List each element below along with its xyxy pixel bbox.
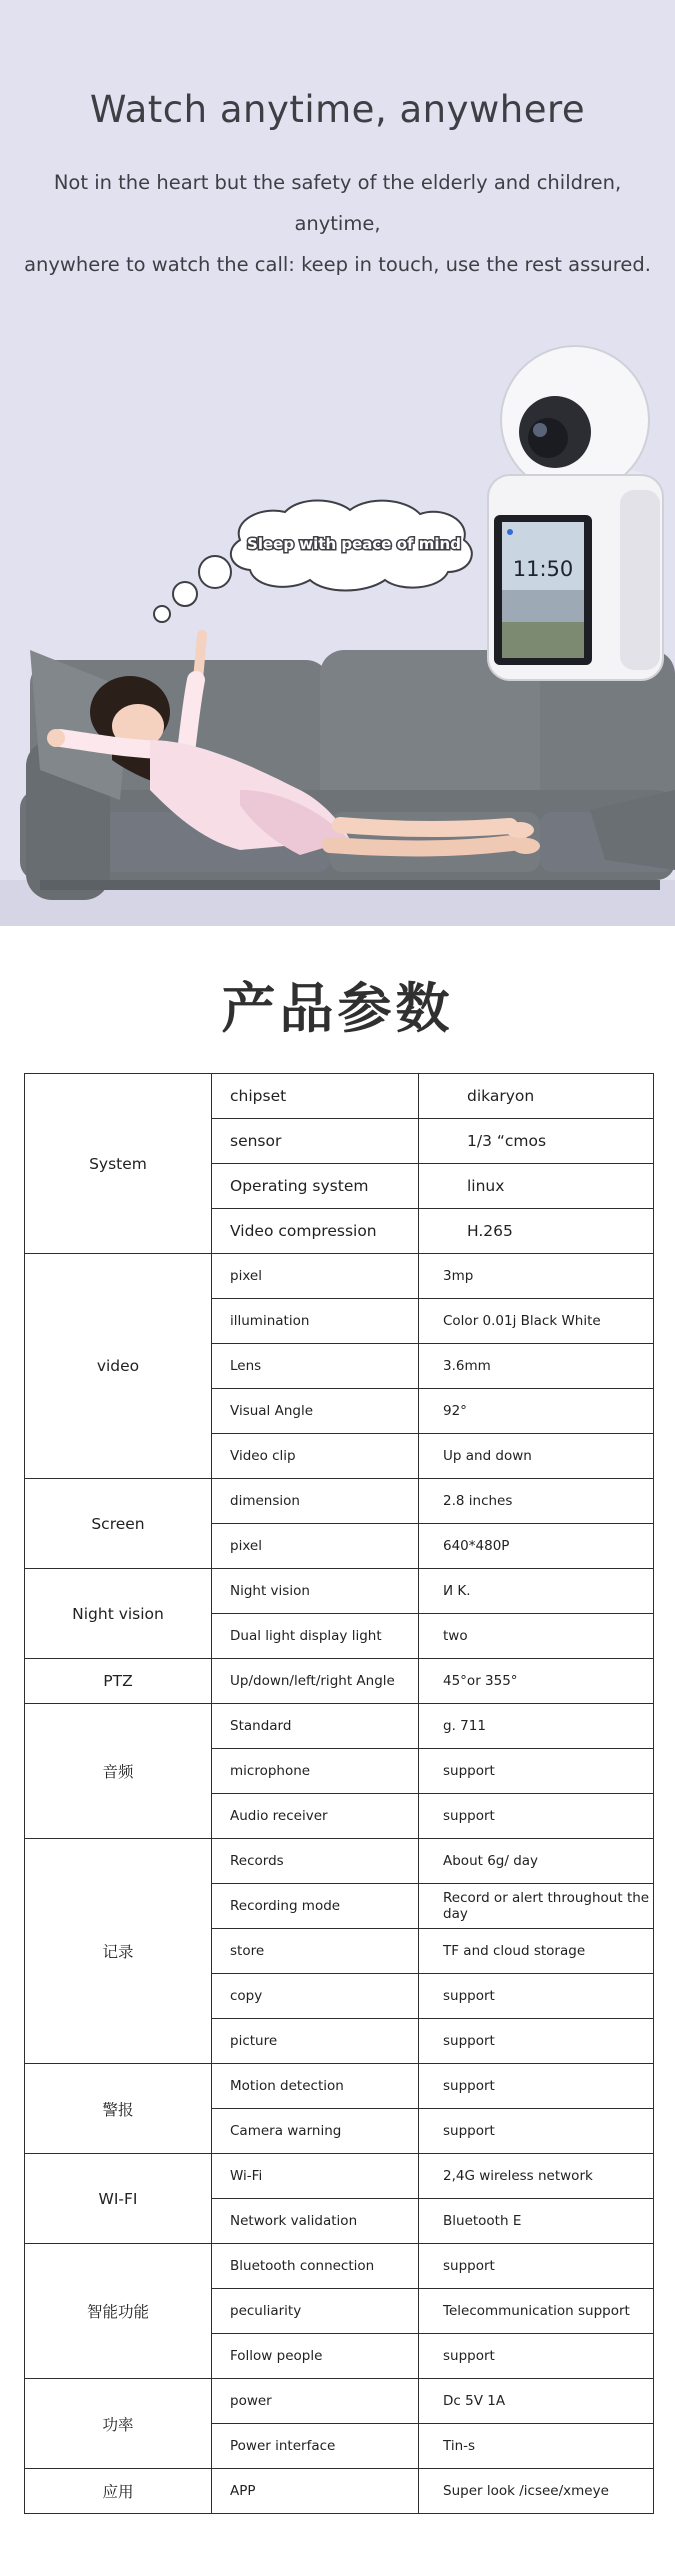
spec-row [25, 1254, 654, 1299]
spec-value: Up and down [419, 1434, 654, 1479]
spec-group-label: System [25, 1074, 212, 1254]
spec-key: copy [212, 1974, 419, 2019]
spec-value: linux [419, 1164, 654, 1209]
spec-value: support [419, 2334, 654, 2379]
spec-value: Dc 5V 1A [419, 2379, 654, 2424]
spec-value: 2,4G wireless network [419, 2154, 654, 2199]
spec-group-label: video [25, 1254, 212, 1479]
spec-value: support [419, 2109, 654, 2154]
spec-key: peculiarity [212, 2289, 419, 2334]
spec-key: picture [212, 2019, 419, 2064]
spec-value: 2.8 inches [419, 1479, 654, 1524]
spec-key: APP [212, 2469, 419, 2514]
spec-value: 640*480P [419, 1524, 654, 1569]
spec-group-label: 应用 [25, 2469, 212, 2514]
spec-key: power [212, 2379, 419, 2424]
hero-subtitle-line-1: Not in the heart but the safety of the elderly and children, anytime, [53, 171, 622, 235]
spec-key: pixel [212, 1254, 419, 1299]
spec-value: support [419, 2244, 654, 2289]
spec-table-body [25, 1074, 654, 2514]
spec-row [25, 1074, 654, 1119]
spec-title: 产品参数 [221, 977, 454, 1040]
spec-row [25, 2154, 654, 2199]
spec-row [25, 1839, 654, 1884]
spec-key: pixel [212, 1524, 419, 1569]
spec-value: И K. [419, 1569, 654, 1614]
spec-key: Network validation [212, 2199, 419, 2244]
spec-value: support [419, 2064, 654, 2109]
spec-key: chipset [212, 1074, 419, 1119]
spec-group-label: 智能功能 [25, 2244, 212, 2379]
spec-key: Bluetooth connection [212, 2244, 419, 2289]
spec-row [25, 1704, 654, 1749]
spec-value: 3.6mm [419, 1344, 654, 1389]
spec-key: Video clip [212, 1434, 419, 1479]
spec-key: Wi-Fi [212, 2154, 419, 2199]
spec-group-label: PTZ [25, 1659, 212, 1704]
hero-title: Watch anytime, anywhere [89, 88, 586, 131]
spec-group-label: 警报 [25, 2064, 212, 2154]
spec-value: About 6g/ day [419, 1839, 654, 1884]
spec-key: Lens [212, 1344, 419, 1389]
spec-key: Visual Angle [212, 1389, 419, 1434]
spec-row [25, 2244, 654, 2289]
spec-key: Camera warning [212, 2109, 419, 2154]
spec-group-label: WI-FI [25, 2154, 212, 2244]
hero-subtitle-line-2: anywhere to watch the call: keep in touch, use the rest assured. [24, 253, 651, 276]
spec-value: dikaryon [419, 1074, 654, 1119]
spec-key: Up/down/left/right Angle [212, 1659, 419, 1704]
spec-row [25, 1479, 654, 1524]
spec-value: 3mp [419, 1254, 654, 1299]
spec-key: Night vision [212, 1569, 419, 1614]
hero-banner [0, 0, 675, 926]
spec-row [25, 2469, 654, 2514]
spec-group-label: Screen [25, 1479, 212, 1569]
spec-row [25, 2064, 654, 2109]
hero-illustration [0, 0, 675, 926]
bubble-text: Sleep with peace of mind [247, 535, 461, 553]
spec-key: Dual light display light [212, 1614, 419, 1659]
spec-value: Color 0.01j Black White [419, 1299, 654, 1344]
spec-value: Tin-s [419, 2424, 654, 2469]
spec-row [25, 2379, 654, 2424]
spec-value: two [419, 1614, 654, 1659]
spec-key: Power interface [212, 2424, 419, 2469]
spec-row [25, 1659, 654, 1704]
spec-key: Audio receiver [212, 1794, 419, 1839]
spec-value: 45°or 355° [419, 1659, 654, 1704]
spec-group-label: 记录 [25, 1839, 212, 2064]
spec-key: Operating system [212, 1164, 419, 1209]
spec-key: Follow people [212, 2334, 419, 2379]
spec-value: Telecommunication support [419, 2289, 654, 2334]
spec-key: dimension [212, 1479, 419, 1524]
spec-value: Bluetooth E [419, 2199, 654, 2244]
spec-group-label: 功率 [25, 2379, 212, 2469]
spec-key: Records [212, 1839, 419, 1884]
spec-group-label: Night vision [25, 1569, 212, 1659]
spec-key: store [212, 1929, 419, 1974]
spec-value: 92° [419, 1389, 654, 1434]
spec-table [24, 1073, 654, 2514]
device-clock: 11:50 [512, 557, 574, 581]
spec-value: TF and cloud storage [419, 1929, 654, 1974]
spec-value: Super look /icsee/xmeye [419, 2469, 654, 2514]
spec-value: g. 711 [419, 1704, 654, 1749]
spec-key: Video compression [212, 1209, 419, 1254]
spec-value: Record or alert throughout the day [419, 1884, 654, 1929]
spec-value: support [419, 2019, 654, 2064]
thought-bubble [154, 501, 472, 623]
spec-key: Motion detection [212, 2064, 419, 2109]
spec-value: support [419, 1974, 654, 2019]
spec-key: Recording mode [212, 1884, 419, 1929]
spec-value: H.265 [419, 1209, 654, 1254]
spec-key: microphone [212, 1749, 419, 1794]
spec-value: support [419, 1794, 654, 1839]
spec-key: Standard [212, 1704, 419, 1749]
spec-group-label: 音频 [25, 1704, 212, 1839]
spec-key: illumination [212, 1299, 419, 1344]
spec-value: 1/3 “cmos [419, 1119, 654, 1164]
camera-device [488, 346, 663, 680]
spec-key: sensor [212, 1119, 419, 1164]
spec-value: support [419, 1749, 654, 1794]
spec-row [25, 1569, 654, 1614]
